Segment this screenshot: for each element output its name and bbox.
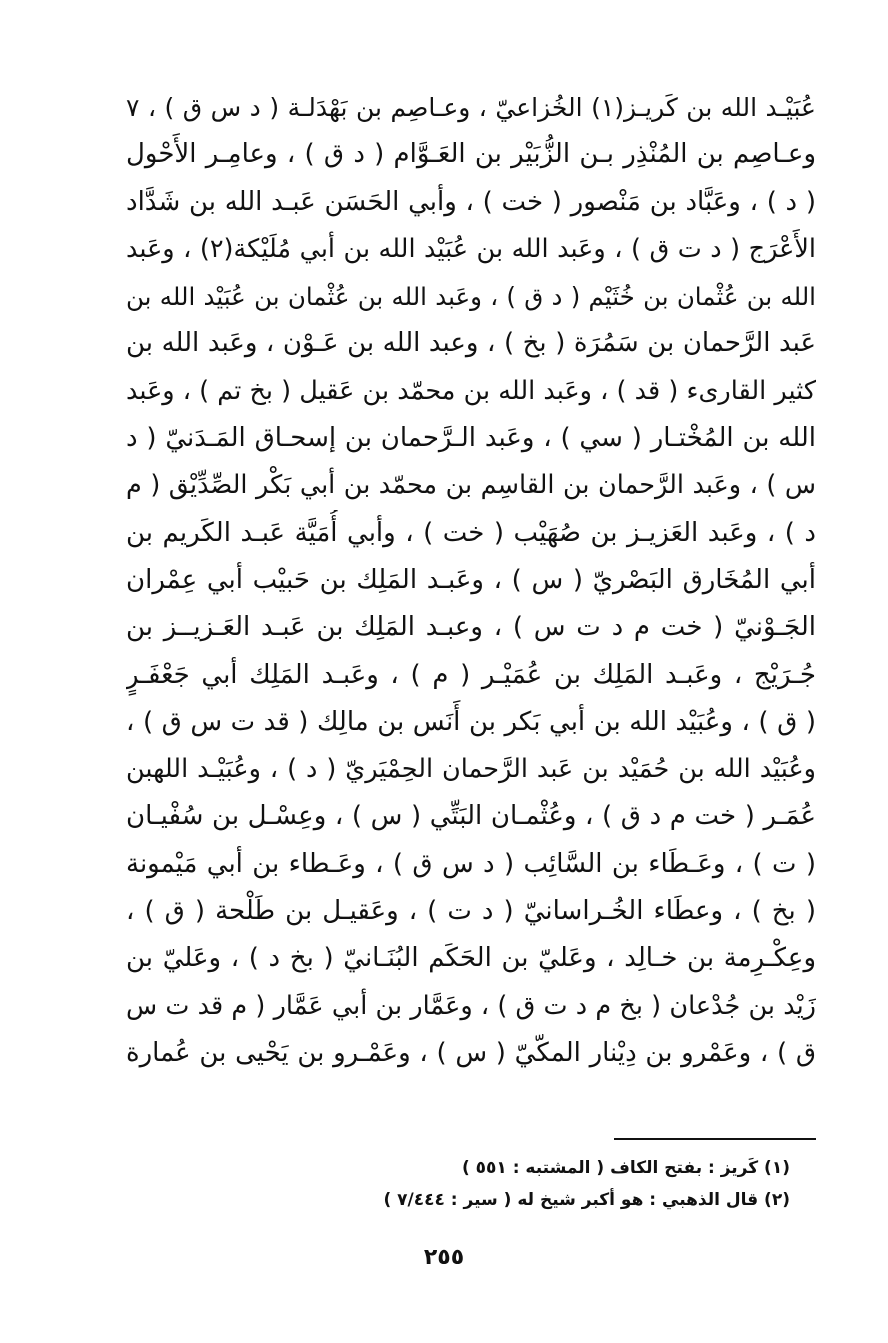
text-line: الله بن عُثْمان بن خُثَيْم ( د ق ) ، وعَبد الله بن عُثْمان بن عُبَيْد الله بن [126, 282, 816, 312]
text-line: ق ) ، وعَمْرو بن دِيْنار المكّيّ ( س ) ، وعَمْـرو بن يَحْيى بن عُمارة [126, 1037, 816, 1068]
text-line: وعـاصِم بن المُنْذِر بـن الزُّبَيْر بن العَـوَّام ( د ق ) ، وعامِـر الأَحْول [126, 139, 816, 170]
page-number: ٢٥٥ [423, 1245, 465, 1270]
text-line: عُبَيْـد الله بن كَريـز(١) الخُزاعيّ ، وعـاصِم بن بَهْدَلـة ( د س ق ) ، ٧ [126, 93, 816, 122]
text-line: كثير القارىء ( قد ) ، وعَبد الله بن محمّد بن عَقيل ( بخ تم ) ، وعَبد [126, 375, 816, 406]
text-line: ( د ) ، وعَبَّاد بن مَنْصور ( خت ) ، وأبي الحَسَن عَبـد الله بن شَدَّاد [126, 186, 816, 217]
text-line: زَيْد بن جُدْعان ( بخ م د ت ق ) ، وعَمَّار بن أبي عَمَّار ( م قد ت س [126, 990, 816, 1021]
footnote-2: (٢) قال الذهبي : هو أكبر شيخ له ( سير : ٧/٤٤٤ ) [383, 1190, 790, 1210]
text-line: الجَـوْنيّ ( خت م د ت س ) ، وعبـد المَلِك بن عَبـد العَـزيــز بن [126, 612, 816, 643]
text-line: وعُبَيْد الله بن حُمَيْد بن عَبد الرَّحمان الحِمْيَريّ ( د ) ، وعُبَيْـد اللهبن [126, 754, 816, 785]
text-line: وعِكْـرِمة بن خـالِد ، وعَليّ بن الحَكَم البُنَـانيّ ( بخ د ) ، وعَليّ بن [126, 943, 816, 974]
text-line: د ) ، وعَبد العَزيـز بن صُهَيْب ( خت ) ، وأبي أُمَيَّة عَبـد الكَريم بن [126, 517, 816, 548]
text-line: الأَعْرَج ( د ت ق ) ، وعَبد الله بن عُبَيْد الله بن أبي مُلَيْكة(٢) ، وعَبد [126, 233, 816, 264]
text-line: ( ق ) ، وعُبَيْد الله بن أبي بَكر بن أَنَس بن مالِك ( قد ت س ق ) ، [126, 706, 816, 737]
text-line: عُمَـر ( خت م د ق ) ، وعُثْمـان البَتِّي ( س ) ، وعِسْـل بن سُفْيـان [126, 801, 816, 832]
text-line: ( بخ ) ، وعطَاء الخُـراسانيّ ( د ت ) ، وعَقيـل بن طَلْحة ( ق ) ، [126, 896, 816, 927]
main-text-block [126, 84, 816, 1077]
text-line: عَبد الرَّحمان بن سَمُرَة ( بخ ) ، وعبد الله بن عَـوْن ، وعَبد الله بن [126, 328, 816, 359]
footnote-1: (١) كَريز : بفتح الكاف ( المشتبه : ٥٥١ ) [461, 1158, 790, 1178]
text-line: ( ت ) ، وعَـطَاء بن السَّائِب ( د س ق ) ، وعَـطاء بن أبي مَيْمونة [126, 848, 816, 879]
footnote-divider [614, 1138, 816, 1140]
text-line: س ) ، وعَبد الرَّحمان بن القاسِم بن محمّد بن أبي بَكْر الصِّدِّيْق ( م [126, 470, 816, 501]
text-line: أبي المُخَارق البَصْريّ ( س ) ، وعَبـد المَلِك بن حَبيْب أبي عِمْران [126, 564, 816, 595]
text-line: جُـرَيْج ، وعَبـد المَلِك بن عُمَيْـر ( م ) ، وعَبـد المَلِك أبي جَعْفَـرٍ [126, 659, 816, 690]
text-line: الله بن المُخْتـار ( سي ) ، وعَبد الـرَّحمان بن إسحـاق المَـدَنيّ ( د [126, 423, 816, 454]
footnotes [230, 1152, 790, 1216]
